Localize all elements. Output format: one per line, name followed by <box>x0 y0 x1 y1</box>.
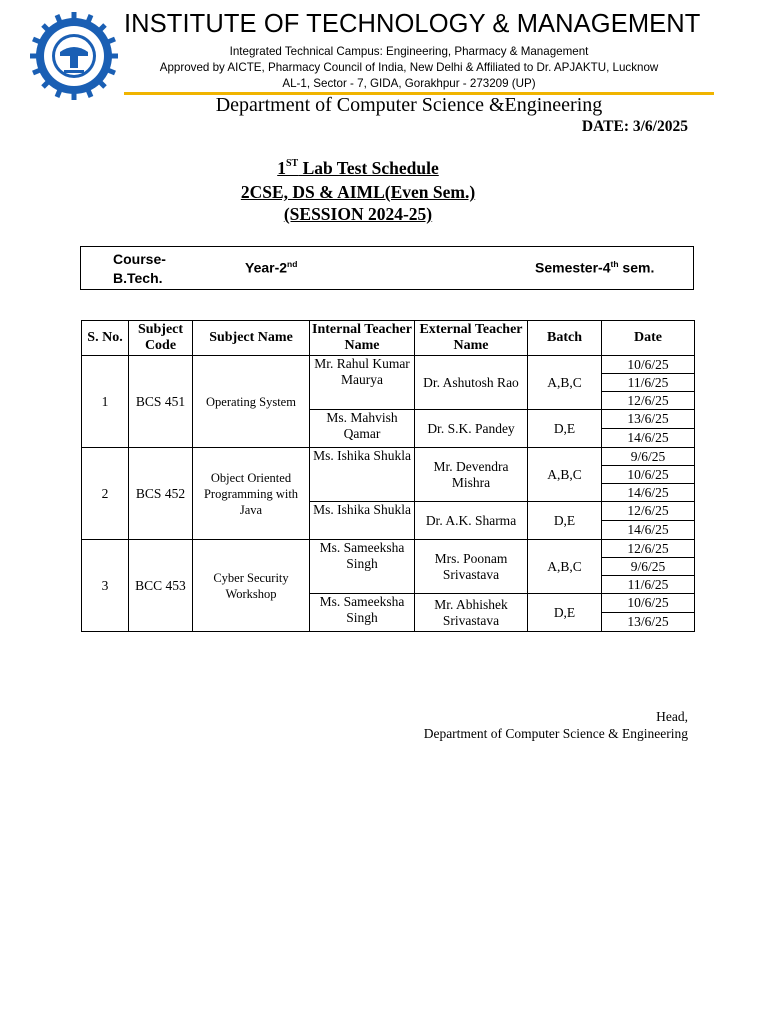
date-cell: 12/6/25 <box>602 392 695 410</box>
date-cell: 14/6/25 <box>602 429 695 448</box>
internal-teacher-cell: Ms. Mahvish Qamar <box>310 410 415 448</box>
institute-seal-icon <box>30 12 118 100</box>
institute-address: AL-1, Sector - 7, GIDA, Gorakhpur - 273209 (UP) <box>282 77 536 90</box>
date-cell: 11/6/25 <box>602 576 695 594</box>
date-cell: 13/6/25 <box>602 410 695 429</box>
internal-teacher-cell: Ms. Sameeksha Singh <box>310 540 415 594</box>
date-cell: 10/6/25 <box>602 594 695 613</box>
table-row <box>82 448 695 466</box>
course-label: Course- B.Tech. <box>113 251 166 286</box>
subject-name-cell: Cyber Security Workshop <box>193 540 310 632</box>
subject-name-cell: Object Oriented Programming with Java <box>193 448 310 540</box>
header-internal: Internal Teacher Name <box>310 321 415 356</box>
batch-cell: D,E <box>528 594 602 632</box>
date-cell: 12/6/25 <box>602 502 695 521</box>
batch-cell: A,B,C <box>528 540 602 594</box>
date-cell: 14/6/25 <box>602 484 695 502</box>
external-teacher-cell: Dr. A.K. Sharma <box>415 502 528 540</box>
date-cell: 9/6/25 <box>602 448 695 466</box>
external-teacher-cell: Mrs. Poonam Srivastava <box>415 540 528 594</box>
date-cell: 12/6/25 <box>602 540 695 558</box>
batch-cell: A,B,C <box>528 448 602 502</box>
internal-teacher-cell: Ms. Ishika Shukla <box>310 502 415 540</box>
institute-tagline: Integrated Technical Campus: Engineering, Pharmacy & Management <box>229 45 589 58</box>
external-teacher-cell: Dr. Ashutosh Rao <box>415 356 528 410</box>
subject-code-cell: BCS 451 <box>129 356 193 448</box>
table-header-row <box>82 321 695 356</box>
signature-title: Head, <box>656 709 688 724</box>
external-teacher-cell: Mr. Abhishek Srivastava <box>415 594 528 632</box>
serial-number-cell: 2 <box>82 448 129 540</box>
serial-number-cell: 3 <box>82 540 129 632</box>
signature-department: Department of Computer Science & Engineering <box>423 726 688 741</box>
institute-approval: Approved by AICTE, Pharmacy Council of India, New Delhi & Affiliated to Dr. APJAKTU, Lucknow <box>159 61 659 74</box>
schedule-subtitle: 2CSE, DS & AIML(Even Sem.) <box>240 182 476 202</box>
subject-name-cell: Operating System <box>193 356 310 448</box>
semester-label: Semester-4th sem. <box>535 259 655 276</box>
date-cell: 9/6/25 <box>602 558 695 576</box>
external-teacher-cell: Dr. S.K. Pandey <box>415 410 528 448</box>
date-cell: 14/6/25 <box>602 521 695 540</box>
schedule-title: 1ST Lab Test Schedule <box>277 158 439 178</box>
table-row <box>82 356 695 374</box>
table-row <box>82 540 695 558</box>
batch-cell: D,E <box>528 502 602 540</box>
course-info-box <box>80 246 694 290</box>
internal-teacher-cell: Ms. Sameeksha Singh <box>310 594 415 632</box>
batch-cell: A,B,C <box>528 356 602 410</box>
date-cell: 11/6/25 <box>602 374 695 392</box>
year-label: Year-2nd <box>245 259 298 276</box>
document-date: DATE: 3/6/2025 <box>581 118 688 135</box>
subject-code-cell: BCC 453 <box>129 540 193 632</box>
header-external: External Teacher Name <box>415 321 528 356</box>
serial-number-cell: 1 <box>82 356 129 448</box>
header-date: Date <box>602 321 695 356</box>
schedule-table <box>81 320 695 632</box>
header-sno: S. No. <box>82 321 129 356</box>
header-batch: Batch <box>528 321 602 356</box>
schedule-session: (SESSION 2024-25) <box>283 204 433 224</box>
batch-cell: D,E <box>528 410 602 448</box>
header-name: Subject Name <box>193 321 310 356</box>
internal-teacher-cell: Ms. Ishika Shukla <box>310 448 415 502</box>
signature-block <box>424 708 688 742</box>
institute-title: INSTITUTE OF TECHNOLOGY & MANAGEMENT <box>124 10 701 38</box>
department-name: Department of Computer Science &Engineering <box>215 94 603 116</box>
header-code: Subject Code <box>129 321 193 356</box>
internal-teacher-cell: Mr. Rahul Kumar Maurya <box>310 356 415 410</box>
external-teacher-cell: Mr. Devendra Mishra <box>415 448 528 502</box>
date-cell: 10/6/25 <box>602 466 695 484</box>
date-cell: 10/6/25 <box>602 356 695 374</box>
date-cell: 13/6/25 <box>602 613 695 632</box>
subject-code-cell: BCS 452 <box>129 448 193 540</box>
